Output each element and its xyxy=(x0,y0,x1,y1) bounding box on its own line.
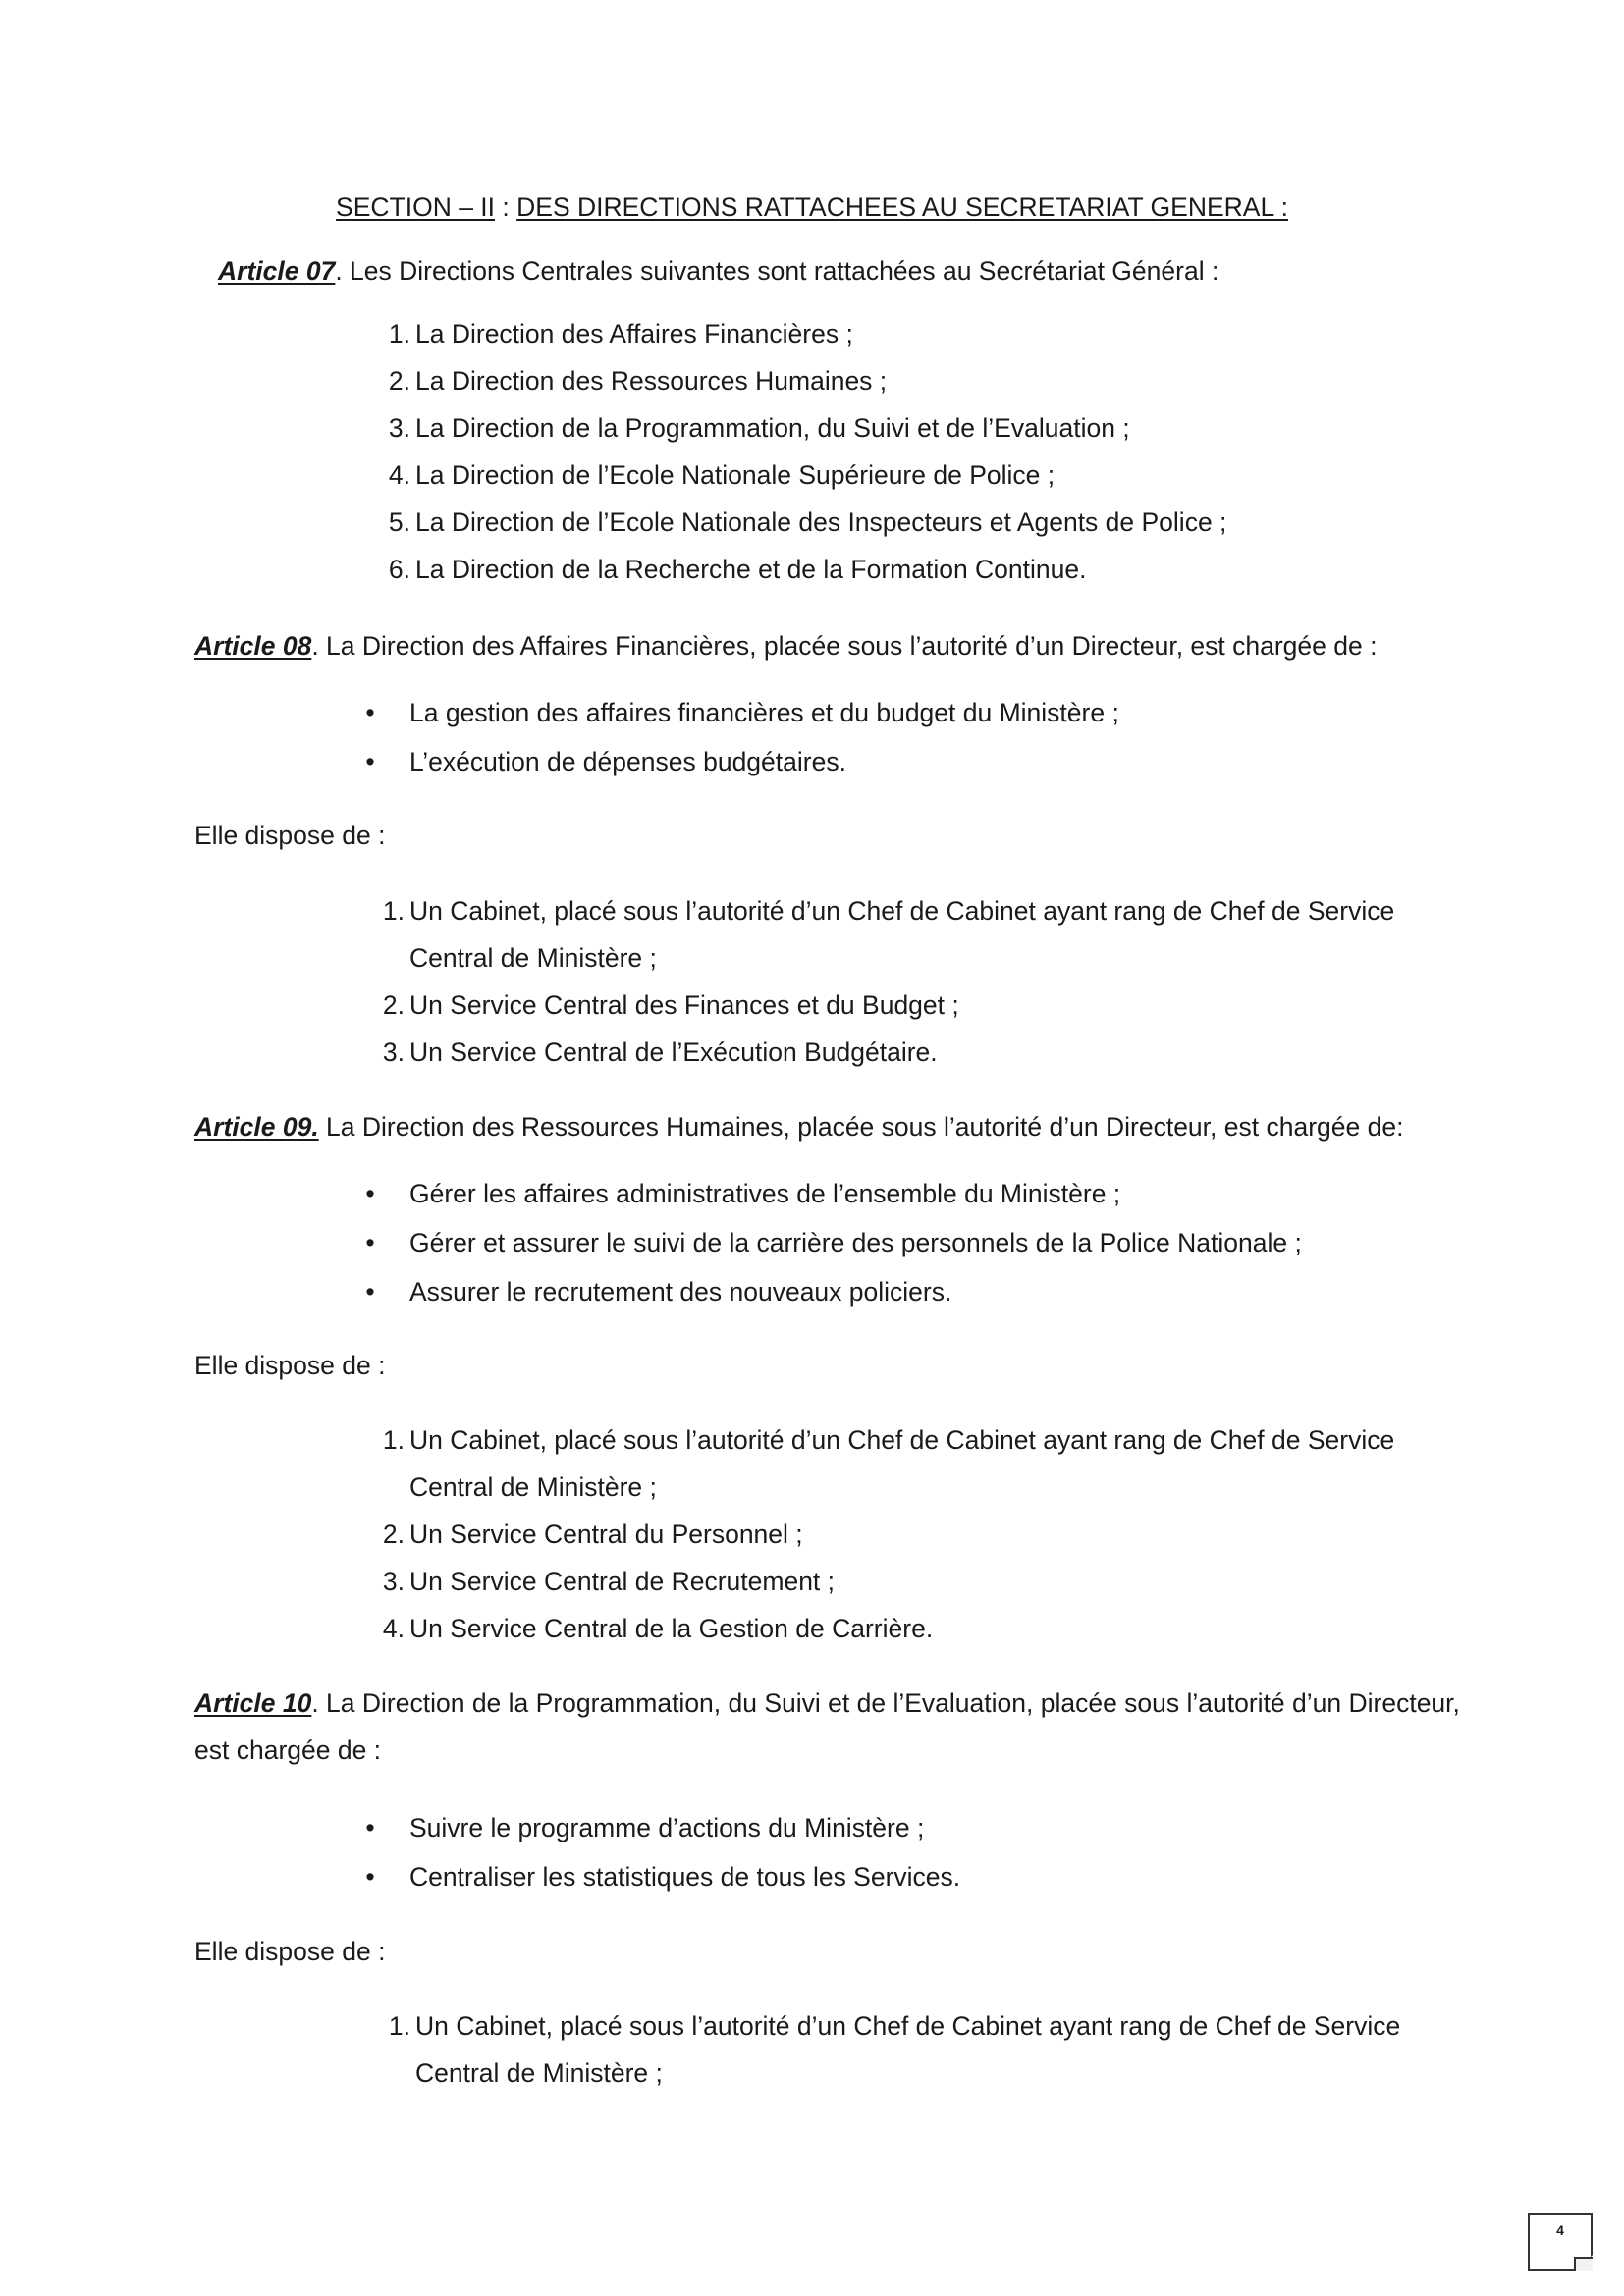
article-07-label: Article 07 xyxy=(218,256,336,286)
article-09-text: La Direction des Ressources Humaines, placée sous l’autorité d’un Directeur, est chargée de: xyxy=(318,1112,1404,1142)
list-item: 1. Un Cabinet, placé sous l’autorité d’un Chef de Cabinet ayant rang de Chef de Service Central de Ministère ; xyxy=(382,896,1395,973)
article-09-bullets xyxy=(365,1170,1489,1315)
article-10-text: . La Direction de la Programmation, du Suivi et de l’Evaluation, placée sous l’autorité d’un Directeur, est chargée de : xyxy=(194,1688,1460,1765)
list-item: 2. Un Service Central des Finances et du Budget ; xyxy=(382,990,959,1020)
article-07-text: . Les Directions Centrales suivantes sont rattachées au Secrétariat Général : xyxy=(335,256,1219,286)
list-item: 2. La Direction des Ressources Humaines ; xyxy=(388,366,888,396)
list-item: 2. Un Service Central du Personnel ; xyxy=(382,1520,803,1549)
bullet-icon: • xyxy=(365,747,375,776)
list-item: 1. La Direction des Affaires Financières ; xyxy=(388,319,853,348)
article-10-bullets xyxy=(365,1804,1489,1900)
list-item: 6. La Direction de la Recherche et de la Formation Continue. xyxy=(388,555,1087,584)
bullet-icon: • xyxy=(365,1813,375,1842)
article-08-label: Article 08 xyxy=(194,631,312,661)
article-07-intro xyxy=(218,247,1494,294)
article-10-intro xyxy=(194,1680,1461,1774)
list-item: 1. Un Cabinet, placé sous l’autorité d’un Chef de Cabinet ayant rang de Chef de Service Central de Ministère ; xyxy=(388,2011,1401,2088)
list-item: • Gérer et assurer le suivi de la carrière des personnels de la Police Nationale ; xyxy=(409,1219,1489,1266)
bullet-icon: • xyxy=(365,1179,375,1208)
section-title: DES DIRECTIONS RATTACHEES AU SECRETARIAT GENERAL : xyxy=(516,192,1288,222)
list-item: • Gérer les affaires administratives de l’ensemble du Ministère ; xyxy=(409,1170,1489,1217)
page-corner-fold-icon xyxy=(1574,2257,1593,2271)
list-item: • Centraliser les statistiques de tous les Services. xyxy=(409,1853,1489,1900)
article-08-text: . La Direction des Affaires Financières, placée sous l’autorité d’un Directeur, est chargée de : xyxy=(311,631,1378,661)
list-item: 1. Un Cabinet, placé sous l’autorité d’un Chef de Cabinet ayant rang de Chef de Service Central de Ministère ; xyxy=(382,1425,1395,1502)
bullet-icon: • xyxy=(365,1277,375,1307)
bullet-icon: • xyxy=(365,1862,375,1892)
article-10-list xyxy=(388,2002,1456,2097)
section-prefix: SECTION – II xyxy=(336,192,496,222)
section-heading xyxy=(0,184,1624,231)
list-item: 5. La Direction de l’Ecole Nationale des Inspecteurs et Agents de Police ; xyxy=(388,507,1227,537)
list-item: 3. Un Service Central de l’Exécution Budgétaire. xyxy=(382,1038,938,1067)
article-08-dispose: Elle dispose de : xyxy=(194,821,386,850)
list-item: • Suivre le programme d’actions du Ministère ; xyxy=(409,1804,1489,1851)
list-item: 4. Un Service Central de la Gestion de Carrière. xyxy=(382,1614,934,1643)
article-08-bullets xyxy=(365,689,1489,785)
list-item: • Assurer le recrutement des nouveaux policiers. xyxy=(409,1268,1489,1315)
article-08-intro xyxy=(194,622,1471,669)
bullet-icon: • xyxy=(365,698,375,727)
list-item: 3. La Direction de la Programmation, du Suivi et de l’Evaluation ; xyxy=(388,413,1130,443)
article-07-list xyxy=(388,310,1495,593)
page-number: 4 xyxy=(1556,2222,1564,2238)
article-10-dispose: Elle dispose de : xyxy=(194,1937,386,1966)
list-item: 4. La Direction de l’Ecole Nationale Supérieure de Police ; xyxy=(388,460,1056,490)
section-separator: : xyxy=(495,192,517,222)
list-item: 3. Un Service Central de Recrutement ; xyxy=(382,1567,836,1596)
article-09-dispose: Elle dispose de : xyxy=(194,1351,386,1380)
list-item: • La gestion des affaires financières et du budget du Ministère ; xyxy=(409,689,1489,736)
article-09-list xyxy=(382,1416,1450,1652)
list-item: • L’exécution de dépenses budgétaires. xyxy=(409,738,1489,785)
article-09-label: Article 09. xyxy=(194,1112,319,1142)
bullet-icon: • xyxy=(365,1228,375,1257)
article-09-intro xyxy=(194,1103,1471,1150)
article-10-label: Article 10 xyxy=(194,1688,312,1718)
article-08-list xyxy=(382,887,1450,1076)
